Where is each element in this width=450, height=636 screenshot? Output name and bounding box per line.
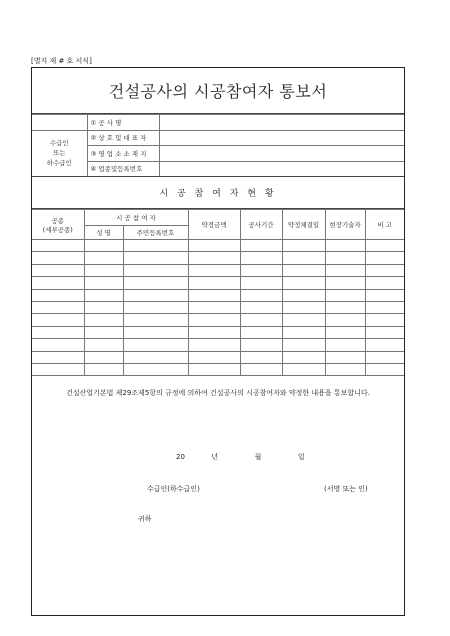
table-cell[interactable] <box>365 240 404 252</box>
field-value-office-address[interactable] <box>159 146 404 162</box>
table-cell[interactable] <box>123 301 188 313</box>
table-cell[interactable] <box>365 289 404 301</box>
table-cell[interactable] <box>32 277 84 289</box>
header-trade <box>32 210 84 240</box>
table-cell[interactable] <box>325 326 365 338</box>
table-cell[interactable] <box>365 339 404 351</box>
table-cell[interactable] <box>84 264 123 276</box>
field-label-office-address: ③ 영 업 소 소 재 지 <box>87 146 159 162</box>
field-label-registration: ④ 업종및등록번호 <box>87 161 159 177</box>
table-cell[interactable] <box>188 240 240 252</box>
table-cell[interactable] <box>188 326 240 338</box>
table-row <box>32 289 404 301</box>
date-year: 년 <box>211 453 219 461</box>
table-cell[interactable] <box>32 289 84 301</box>
table-cell[interactable] <box>365 301 404 313</box>
table-cell[interactable] <box>282 363 325 375</box>
table-cell[interactable] <box>84 363 123 375</box>
table-cell[interactable] <box>240 363 282 375</box>
table-row <box>32 264 404 276</box>
table-cell[interactable] <box>282 252 325 264</box>
table-cell[interactable] <box>282 301 325 313</box>
table-cell[interactable] <box>365 326 404 338</box>
table-cell[interactable] <box>325 339 365 351</box>
header-trade-line: 공종 <box>51 216 65 225</box>
field-label-company: ② 상 호 및 대 표 자 <box>87 130 159 146</box>
table-cell[interactable] <box>32 252 84 264</box>
table-cell[interactable] <box>123 326 188 338</box>
table-cell[interactable] <box>84 339 123 351</box>
table-row <box>32 326 404 338</box>
participant-rows <box>32 240 404 376</box>
table-cell[interactable] <box>240 252 282 264</box>
header-amount: 약정금액 <box>188 210 240 240</box>
table-cell[interactable] <box>188 314 240 326</box>
table-cell[interactable] <box>84 326 123 338</box>
table-cell[interactable] <box>84 240 123 252</box>
table-cell[interactable] <box>240 277 282 289</box>
table-cell[interactable] <box>188 339 240 351</box>
date-year-prefix: 20 <box>176 453 185 461</box>
title-box <box>32 68 404 114</box>
table-row <box>32 363 404 375</box>
date-line <box>176 452 305 462</box>
side-label-line: 하수급인 <box>46 159 72 168</box>
table-cell[interactable] <box>123 351 188 363</box>
table-cell[interactable] <box>325 277 365 289</box>
header-note: 비 고 <box>365 210 404 240</box>
table-cell[interactable] <box>325 264 365 276</box>
recipient-row-blank <box>32 115 87 131</box>
table-cell[interactable] <box>282 264 325 276</box>
statement-text: 건설산업기본법 제29조제5항의 규정에 의하여 건설공사의 시공참여자와 약정한 내용을 통보합니다. <box>66 389 370 397</box>
table-cell[interactable] <box>32 351 84 363</box>
side-label-line: 수급인 <box>49 139 69 148</box>
table-cell[interactable] <box>123 289 188 301</box>
table-cell[interactable] <box>365 252 404 264</box>
table-cell[interactable] <box>123 314 188 326</box>
table-cell[interactable] <box>188 351 240 363</box>
signature-mark-label: (서명 또는 인) <box>324 485 368 493</box>
table-cell[interactable] <box>282 289 325 301</box>
addressee: 귀하 <box>138 515 152 523</box>
table-cell[interactable] <box>325 363 365 375</box>
table-cell[interactable] <box>325 301 365 313</box>
header-trade-line: (세부공종) <box>42 225 73 234</box>
recipient-table <box>32 114 404 177</box>
field-value-registration[interactable] <box>159 161 404 177</box>
table-cell[interactable] <box>240 314 282 326</box>
table-cell[interactable] <box>84 289 123 301</box>
table-cell[interactable] <box>282 351 325 363</box>
table-cell[interactable] <box>282 339 325 351</box>
table-cell[interactable] <box>84 314 123 326</box>
section-title: 시 공 참 여 자 현 황 <box>32 176 404 209</box>
table-cell[interactable] <box>32 264 84 276</box>
table-row <box>32 277 404 289</box>
table-cell[interactable] <box>123 264 188 276</box>
table-cell[interactable] <box>325 314 365 326</box>
table-cell[interactable] <box>188 363 240 375</box>
table-cell[interactable] <box>32 301 84 313</box>
page-title: 건설공사의 시공참여자 통보서 <box>108 82 328 101</box>
table-cell[interactable] <box>240 264 282 276</box>
table-cell[interactable] <box>188 277 240 289</box>
recipient-side-label <box>32 130 87 177</box>
table-cell[interactable] <box>32 240 84 252</box>
table-cell[interactable] <box>123 240 188 252</box>
table-cell[interactable] <box>325 240 365 252</box>
signature-label: 수급인(하수급인) <box>147 485 200 493</box>
table-cell[interactable] <box>123 339 188 351</box>
table-cell[interactable] <box>365 351 404 363</box>
table-row <box>32 339 404 351</box>
table-cell[interactable] <box>240 326 282 338</box>
table-row <box>32 240 404 252</box>
table-row <box>32 252 404 264</box>
table-cell[interactable] <box>123 277 188 289</box>
table-cell[interactable] <box>123 363 188 375</box>
table-cell[interactable] <box>365 264 404 276</box>
field-label-project-name: ① 공 사 명 <box>87 115 159 131</box>
table-cell[interactable] <box>123 252 188 264</box>
table-row <box>32 351 404 363</box>
table-cell[interactable] <box>365 277 404 289</box>
table-cell[interactable] <box>188 301 240 313</box>
table-cell[interactable] <box>32 314 84 326</box>
table-cell[interactable] <box>240 301 282 313</box>
table-cell[interactable] <box>325 252 365 264</box>
table-row <box>32 314 404 326</box>
table-cell[interactable] <box>240 351 282 363</box>
header-id-number: 주민등록번호 <box>123 226 188 240</box>
participant-table <box>32 209 404 376</box>
table-cell[interactable] <box>282 314 325 326</box>
table-cell[interactable] <box>240 240 282 252</box>
side-label-line: 또는 <box>52 149 66 158</box>
table-cell[interactable] <box>365 314 404 326</box>
header-name: 성 명 <box>84 226 123 240</box>
table-cell[interactable] <box>188 252 240 264</box>
table-cell[interactable] <box>282 326 325 338</box>
header-period: 공사기간 <box>240 210 282 240</box>
table-cell[interactable] <box>365 363 404 375</box>
form-label: [별지 제 # 호 서식] <box>31 57 92 65</box>
table-cell[interactable] <box>84 301 123 313</box>
table-cell[interactable] <box>282 277 325 289</box>
table-cell[interactable] <box>325 351 365 363</box>
header-site-engineer: 현장기술자 <box>325 210 365 240</box>
field-value-company[interactable] <box>159 130 404 146</box>
table-cell[interactable] <box>325 289 365 301</box>
table-cell[interactable] <box>32 326 84 338</box>
table-cell[interactable] <box>32 339 84 351</box>
notification-form <box>31 67 405 616</box>
date-day: 일 <box>297 453 305 461</box>
table-cell[interactable] <box>32 363 84 375</box>
table-cell[interactable] <box>240 339 282 351</box>
header-contract-date: 약정체결일 <box>282 210 325 240</box>
table-cell[interactable] <box>84 252 123 264</box>
table-cell[interactable] <box>188 264 240 276</box>
table-row <box>32 301 404 313</box>
table-cell[interactable] <box>84 277 123 289</box>
field-value-project-name[interactable] <box>159 115 404 131</box>
table-cell[interactable] <box>84 351 123 363</box>
table-cell[interactable] <box>240 289 282 301</box>
header-participant: 시 공 참 여 자 <box>84 210 188 226</box>
date-month: 월 <box>254 453 262 461</box>
table-cell[interactable] <box>188 289 240 301</box>
table-cell[interactable] <box>282 240 325 252</box>
